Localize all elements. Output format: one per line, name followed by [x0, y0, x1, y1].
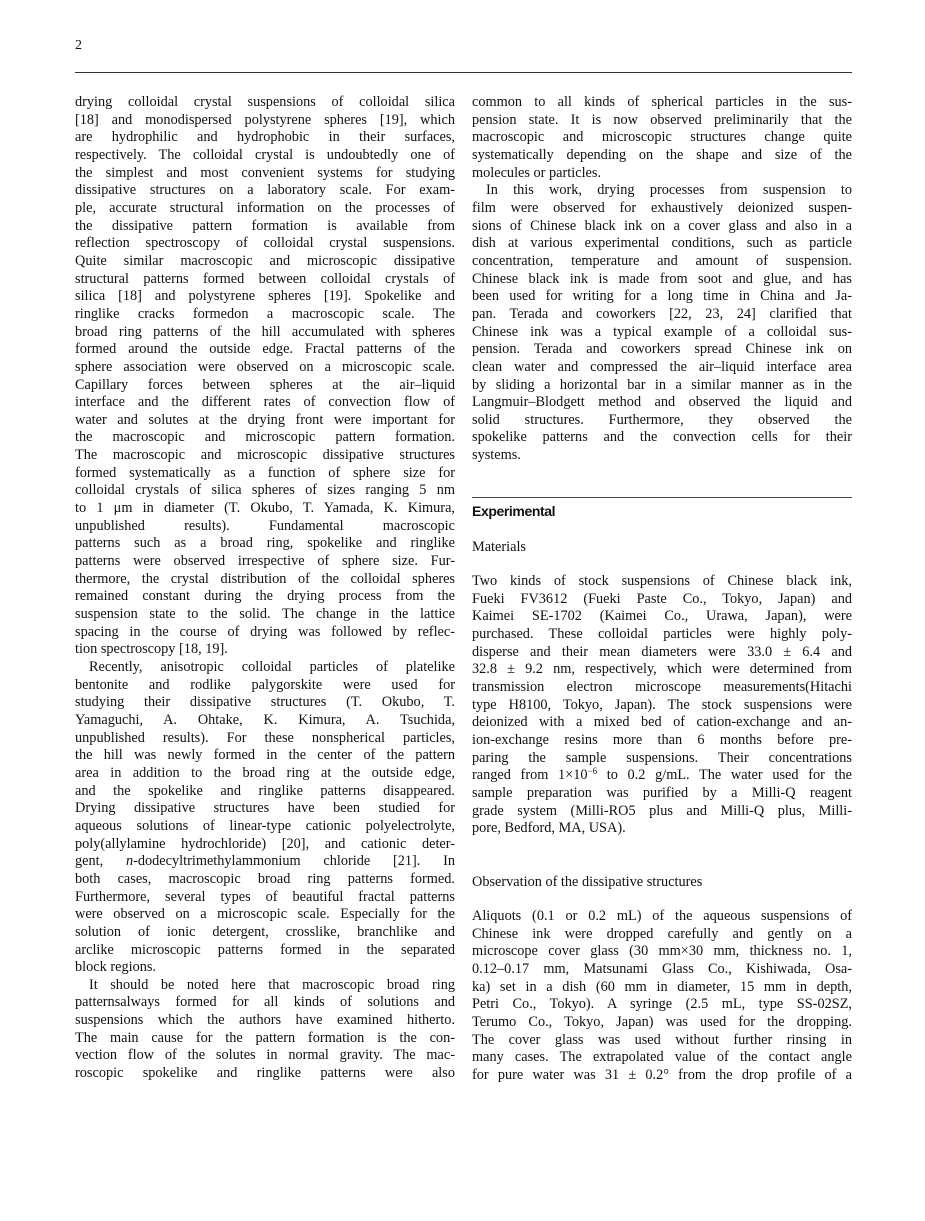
text-line: unpublished results). Fundamental macroscopic: [75, 517, 455, 534]
text-line: Chinese ink was a typical example of a colloidal sus-: [472, 323, 852, 340]
text-line: The main cause for the pattern formation is the con-: [75, 1029, 455, 1046]
text-line: Fueki FV3612 (Fueki Paste Co., Tokyo, Japan) and: [472, 590, 852, 607]
text-line: deionized with a mixed bed of cation-exchange and an-: [472, 714, 852, 731]
text-line: [18] and monodispersed polystyrene spheres [19], which: [75, 111, 455, 128]
text-line: type H8100, Tokyo, Japan). The stock suspensions were: [472, 696, 852, 713]
text-line: Quite similar macroscopic and microscopic dissipative: [75, 252, 455, 269]
text-line: formed around the outside edge. Fractal patterns of the: [75, 341, 455, 358]
text-line: block regions.: [75, 959, 156, 976]
text-line: pension state. It is now observed preliminarily that the: [472, 111, 852, 128]
text-line: Chinese black ink is made from soot and glue, and has: [472, 270, 852, 287]
text-line: broad ring patterns of the hill accumulated with spheres: [75, 323, 455, 340]
text-line: concentration, temperature and amount of suspension.: [472, 252, 852, 269]
text-line: paring the sample suspensions. Their concentrations: [472, 749, 852, 766]
text-line: the macroscopic and microscopic pattern formation.: [75, 429, 455, 446]
text-line: dish at various experimental conditions, such as particle: [472, 235, 852, 252]
text-line: suspensions which the authors have examined hitherto.: [75, 1012, 455, 1029]
text-line: Two kinds of stock suspensions of Chinese black ink,: [472, 573, 852, 589]
text-line: water and solutes at the drying front were important for: [75, 411, 455, 428]
text-line: Terumo Co., Tokyo, Japan) was used for the dropping.: [472, 1013, 852, 1030]
text-line: In this work, drying processes from suspension to: [486, 182, 852, 199]
text-line: Drying dissipative structures have been studied for: [75, 800, 455, 817]
text-line: The cover glass was used without further rinsing in: [472, 1031, 852, 1048]
text-line: purchased. These colloidal particles were highly poly-: [472, 625, 852, 642]
text-line: aqueous solutions of linear-type cationic polyelectrolyte,: [75, 817, 455, 834]
text-line: pan. Terada and coworkers [22, 23, 24] clarified that: [472, 305, 852, 322]
text-line: the hill was newly formed in the center of the pattern: [75, 747, 455, 764]
text-line: patternsalways formed for all kinds of solutions and: [75, 994, 455, 1011]
text-line: unpublished results). For these nonspherical particles,: [75, 729, 455, 746]
subheading-observation: Observation of the dissipative structures: [472, 874, 703, 890]
text-line: The macroscopic and microscopic dissipative structures: [75, 447, 455, 464]
text-line: sions of Chinese black ink on a cover glass and also in a: [472, 217, 852, 234]
italic-text: n: [125, 853, 134, 870]
text-line: Langmuir–Blodgett method and observed the liquid and: [472, 394, 852, 411]
text-line: Yamaguchi, A. Ohtake, K. Kimura, A. Tsuchida,: [75, 711, 455, 728]
text-line: interface and the different rates of convection flow of: [75, 394, 455, 411]
text-line: formed systematically as a function of sphere size for: [75, 464, 455, 481]
text-line: for pure water was 31 ± 0.2° from the drop profile of a: [472, 1066, 852, 1083]
text-line: poly(allylamine hydrochloride) [20], and cationic deter-: [75, 835, 455, 852]
text-line: pore, Bedford, MA, USA).: [472, 820, 626, 837]
section-heading-experimental: Experimental: [472, 503, 556, 519]
subheading-materials: Materials: [472, 539, 526, 555]
text-line: sample preparation was purified by a Milli-Q reagent: [472, 784, 852, 801]
text-line: dissipative structures on a laboratory scale. For exam-: [75, 182, 455, 199]
text-line: solution of ionic detergent, crosslike, branchlike and: [75, 923, 455, 940]
text-line: ion-exchange resins more than 6 months before pre-: [472, 731, 852, 748]
text-line: colloidal crystals of silica spheres of sizes ranging 5 nm: [75, 482, 455, 499]
text-line: to 1 μm in diameter (T. Okubo, T. Yamada, K. Kimura,: [75, 500, 455, 517]
text-line: systems.: [472, 447, 521, 464]
text-line: [472, 767, 852, 785]
text-line: Petri Co., Tokyo). A syringe (2.5 mL, type SS-02SZ,: [472, 996, 852, 1013]
text-line: many cases. The extrapolated value of the contact angle: [472, 1049, 852, 1066]
text-line: ple, accurate structural information on the processes of: [75, 199, 455, 216]
text-line: molecules or particles.: [472, 164, 602, 181]
text-line: by sliding a horizontal bar in a similar manner as in the: [472, 376, 852, 393]
text-line: solid structures. Furthermore, they observed the: [472, 411, 852, 428]
text-segment: -dodecyltrimethylammonium chloride [21]. In: [133, 853, 455, 870]
text-line: patterns such as a broad ring, spokelike and ringlike: [75, 535, 455, 552]
header-rule: [75, 72, 852, 73]
text-line: remained constant during the drying process from the: [75, 588, 455, 605]
section-rule: [472, 497, 852, 498]
text-line: Furthermore, several types of beautiful fractal patterns: [75, 888, 455, 905]
text-line: tion spectroscopy [18, 19].: [75, 641, 228, 658]
text-line: macroscopic and microscopic structures change quite: [472, 129, 852, 146]
left-column: [75, 94, 455, 1083]
text-line: spacing in the course of drying was followed by reflec-: [75, 623, 455, 640]
text-line: vection flow of the solutes in normal gravity. The mac-: [75, 1047, 455, 1064]
text-line: reflection spectroscopy of colloidal crystal suspensions.: [75, 235, 455, 252]
text-line: common to all kinds of spherical particles in the sus-: [472, 94, 852, 110]
text-line: 32.8 ± 9.2 nm, respectively, which were determined from: [472, 661, 852, 678]
superscript: −6: [587, 766, 598, 777]
right-column-intro: [472, 94, 852, 465]
text-line: transmission electron microscope measurements(Hitachi: [472, 678, 852, 695]
materials-text: [472, 573, 852, 838]
text-line: Aliquots (0.1 or 0.2 mL) of the aqueous suspensions of: [472, 908, 852, 924]
page-number: 2: [75, 38, 82, 53]
text-line: film were observed for exhaustively deionized suspen-: [472, 199, 852, 216]
text-line: roscopic spokelike and ringlike patterns were also: [75, 1065, 455, 1082]
text-line: pension. Terada and coworkers spread Chinese ink on: [472, 341, 852, 358]
text-line: the simplest and most convenient systems for studying: [75, 164, 455, 181]
text-line: microscope cover glass (30 mm×30 mm, thickness no. 1,: [472, 943, 852, 960]
text-line: disperse and their mean diameters were 33.0 ± 6.4 and: [472, 643, 852, 660]
text-segment: gent,: [75, 853, 126, 870]
text-line: patterns were observed irrespective of sphere size. Fur-: [75, 553, 455, 570]
text-line: and the spokelike and ringlike patterns disappeared.: [75, 782, 455, 799]
text-line: clean water and compressed the air–liquid interface area: [472, 358, 852, 375]
text-line: respectively. The colloidal crystal is undoubtedly one of: [75, 146, 455, 163]
text-line: bentonite and rodlike palygorskite were used for: [75, 676, 455, 693]
text-line: silica [18] and polystyrene spheres [19]. Spokelike and: [75, 288, 455, 305]
text-line: Chinese ink were dropped carefully and gently on a: [472, 925, 852, 942]
text-line: thermore, the crystal distribution of the colloidal spheres: [75, 570, 455, 587]
text-line: spokelike patterns and the convection cells for their: [472, 429, 852, 446]
text-line: ringlike cracks formedon a macroscopic scale. The: [75, 305, 455, 322]
text-line: It should be noted here that macroscopic broad ring: [89, 976, 455, 993]
observation-text: [472, 908, 852, 1085]
text-line: were observed on a microscopic scale. Especially for the: [75, 906, 455, 923]
text-line: [75, 853, 455, 871]
text-line: grade system (Milli-RO5 plus and Milli-Q plus, Milli-: [472, 802, 852, 819]
text-line: arclike microscopic patterns formed in the separated: [75, 941, 455, 958]
text-line: Capillary forces between spheres at the air–liquid: [75, 376, 455, 393]
text-line: are hydrophilic and hydrophobic in their surfaces,: [75, 129, 455, 146]
text-line: structural patterns formed between colloidal crystals of: [75, 270, 455, 287]
text-line: drying colloidal crystal suspensions of colloidal silica: [75, 94, 455, 110]
text-line: been used for writing for a long time in China and Ja-: [472, 288, 852, 305]
text-line: Kaimei SE-1702 (Kaimei Co., Urawa, Japan), were: [472, 608, 852, 625]
text-line: ka) set in a dish (60 mm in diameter, 15 mm in depth,: [472, 978, 852, 995]
text-line: both cases, macroscopic broad ring patterns formed.: [75, 870, 455, 887]
text-line: 0.12–0.17 mm, Matsunami Glass Co., Kishiwada, Osa-: [472, 960, 852, 977]
text-line: suspension state to the solid. The change in the lattice: [75, 606, 455, 623]
text-line: studying their dissipative structures (T. Okubo, T.: [75, 694, 455, 711]
text-line: Recently, anisotropic colloidal particles of platelike: [89, 659, 455, 675]
text-segment: ranged from 1×10: [472, 767, 588, 784]
text-line: systematically depending on the shape and size of the: [472, 146, 852, 163]
text-line: area in addition to the broad ring at the outside edge,: [75, 764, 455, 781]
text-line: sphere association were observed on a microscopic scale.: [75, 358, 455, 375]
text-segment: to 0.2 g/mL. The water used for the: [597, 767, 852, 784]
text-line: the dissipative pattern formation is available from: [75, 217, 455, 234]
